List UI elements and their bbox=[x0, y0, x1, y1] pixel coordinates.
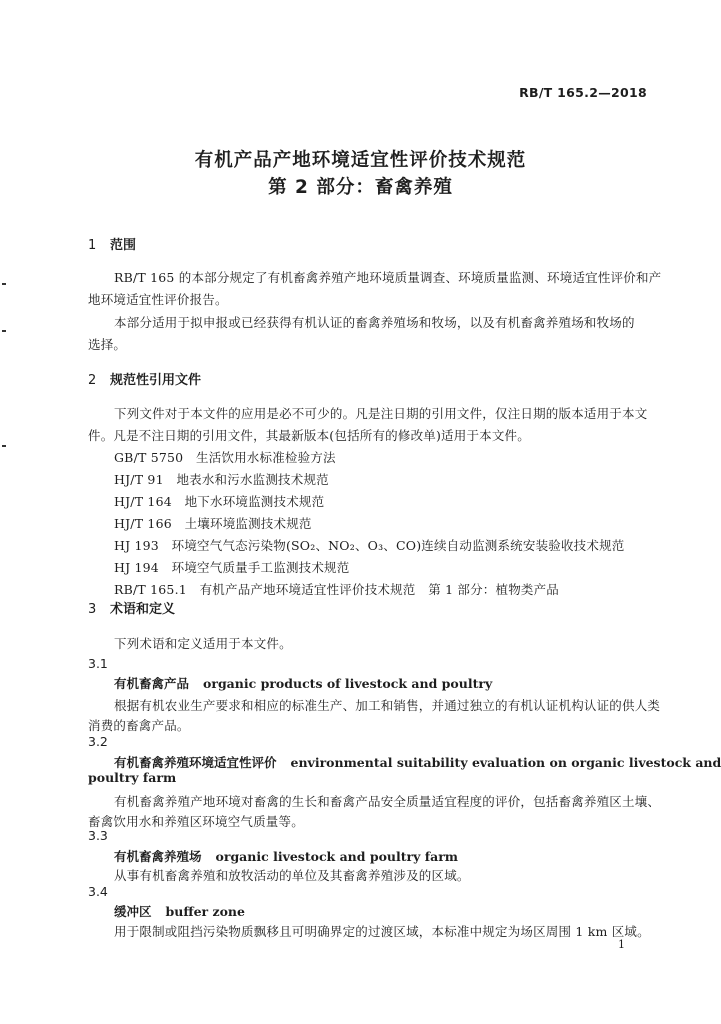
paragraph-line: 件。凡是不注日期的引用文件，其最新版本(包括所有的修改单)适用于本文件。 bbox=[88, 428, 530, 443]
reference-item: HJ/T 166 土壤环境监测技术规范 bbox=[114, 516, 312, 531]
paragraph-line: RB/T 165 的本部分规定了有机畜禽养殖产地环境质量调查、环境质量监测、环境适宜性评价和产 bbox=[114, 270, 662, 285]
term-number: 3.2 bbox=[88, 734, 108, 749]
section-title: 术语和定义 bbox=[110, 602, 176, 617]
reference-item: HJ 193 环境空气气态污染物(SO₂、NO₂、O₃、CO)连续自动监测系统安装验收技术规范 bbox=[114, 538, 625, 553]
reference-item: HJ 194 环境空气质量手工监测技术规范 bbox=[114, 560, 350, 575]
paragraph-line: 选择。 bbox=[88, 337, 127, 352]
section-number: 2 bbox=[88, 373, 97, 388]
scan-mark bbox=[2, 330, 6, 332]
section-number: 3 bbox=[88, 602, 97, 617]
section-1-heading bbox=[88, 234, 136, 253]
term-cn: 有机畜禽养殖场 bbox=[114, 849, 202, 864]
reference-item: HJ/T 164 地下水环境监测技术规范 bbox=[114, 494, 325, 509]
term-title bbox=[114, 674, 492, 692]
section-number: 1 bbox=[88, 238, 97, 253]
term-cn: 有机畜禽养殖环境适宜性评价 bbox=[114, 755, 277, 770]
scan-mark bbox=[2, 283, 6, 285]
reference-item: GB/T 5750 生活饮用水标准检验方法 bbox=[114, 450, 336, 465]
term-title bbox=[114, 902, 245, 920]
reference-item: RB/T 165.1 有机产品产地环境适宜性评价技术规范 第 1 部分：植物类产品 bbox=[114, 582, 560, 597]
term-number: 3.1 bbox=[88, 656, 108, 671]
section-title: 范围 bbox=[110, 238, 137, 253]
section-title: 规范性引用文件 bbox=[110, 373, 202, 388]
section-2-heading bbox=[88, 369, 201, 388]
scan-mark bbox=[2, 445, 6, 447]
definition-line: 消费的畜禽产品。 bbox=[88, 718, 190, 733]
term-en: organic products of livestock and poultry bbox=[203, 676, 493, 691]
definition-line: 根据有机农业生产要求和相应的标准生产、加工和销售，并通过独立的有机认证机构认证的供人类 bbox=[114, 698, 661, 713]
term-cn: 有机畜禽产品 bbox=[114, 676, 190, 691]
definition-line: 用于限制或阻挡污染物质飘移且可明确界定的过渡区域，本标准中规定为场区周围 1 km 区域。 bbox=[114, 924, 650, 939]
document-code: RB/T 165.2—2018 bbox=[519, 85, 647, 100]
paragraph-line: 本部分适用于拟申报或已经获得有机认证的畜禽养殖场和牧场，以及有机畜禽养殖场和牧场的 bbox=[114, 315, 635, 330]
term-title bbox=[114, 753, 721, 771]
page-number: 1 bbox=[618, 938, 625, 951]
reference-item: HJ/T 91 地表水和污水监测技术规范 bbox=[114, 472, 329, 487]
term-title bbox=[114, 847, 458, 865]
paragraph-line: 下列术语和定义适用于本文件。 bbox=[114, 636, 292, 651]
definition-line: 有机畜禽养殖产地环境对畜禽的生长和畜禽产品安全质量适宜程度的评价，包括畜禽养殖区土壤、 bbox=[114, 794, 661, 809]
section-3-heading bbox=[88, 598, 175, 617]
document-title: 有机产品产地环境适宜性评价技术规范 bbox=[194, 150, 527, 171]
paragraph-line: 地环境适宜性评价报告。 bbox=[88, 292, 228, 307]
definition-line: 从事有机畜禽养殖和放牧活动的单位及其畜禽养殖涉及的区域。 bbox=[114, 868, 470, 883]
term-en: buffer zone bbox=[165, 904, 245, 919]
paragraph-line: 下列文件对于本文件的应用是必不可少的。凡是注日期的引用文件，仅注日期的版本适用于本文 bbox=[114, 406, 648, 421]
term-en: organic livestock and poultry farm bbox=[215, 849, 459, 864]
term-number: 3.3 bbox=[88, 828, 108, 843]
definition-line: 畜禽饮用水和养殖区环境空气质量等。 bbox=[88, 814, 304, 829]
term-cn: 缓冲区 bbox=[114, 904, 152, 919]
term-number: 3.4 bbox=[88, 884, 108, 899]
term-en-continued: poultry farm bbox=[88, 770, 177, 785]
term-en: environmental suitability evaluation on organic livestock and bbox=[290, 755, 721, 770]
document-subtitle: 第 2 部分：畜禽养殖 bbox=[268, 177, 453, 198]
